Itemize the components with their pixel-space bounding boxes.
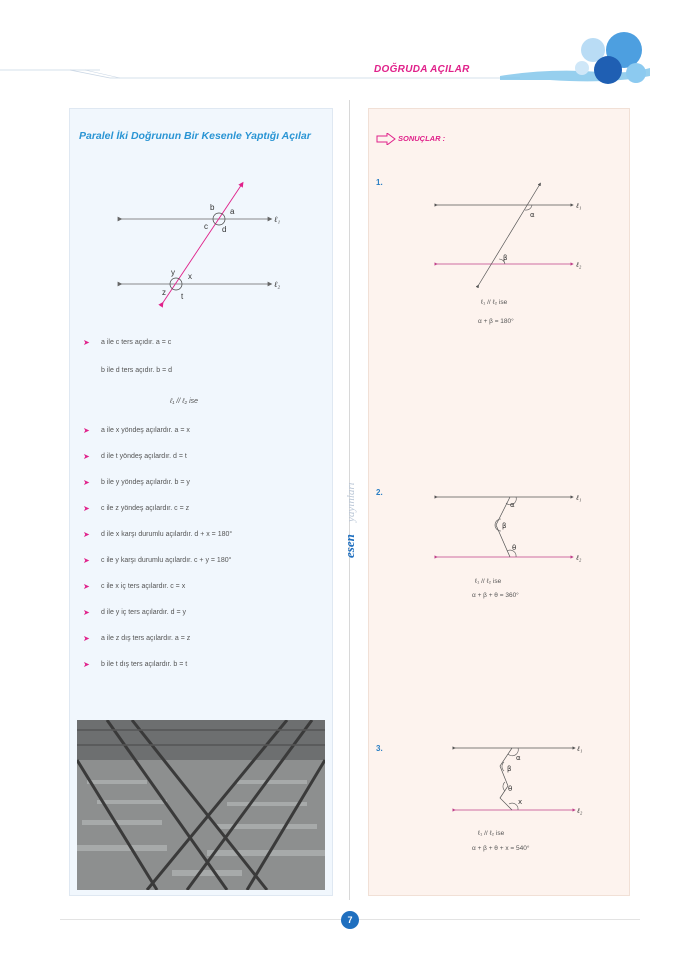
publisher-logo [334,450,364,560]
transversal-diagram [110,178,300,308]
label-d: d [222,225,227,234]
rule-item: ➤ c ile y karşı durumlu açılardır. c + y = 180° [83,556,232,565]
label-t: t [181,292,184,301]
section-title: Paralel İki Doğrunun Bir Kesenle Yaptığı Açılar [79,130,311,142]
rule-item: ➤ b ile y yöndeş açılardır. b = y [83,477,190,487]
svg-text:esen: esen [342,534,357,558]
svg-text:α: α [516,754,521,762]
label-l2: ℓ₂ [274,280,281,289]
svg-text:θ: θ [512,544,517,552]
arrow-bullet-icon: ➤ [83,337,90,347]
rule-item: ➤ c ile x iç ters açılardır. c = x [83,582,186,592]
label-y: y [171,268,175,277]
conclusion-diagram-2 [432,485,592,570]
rule-item: ➤ b ile t dış ters açılardır. b = t [83,660,188,670]
item-condition: ℓ₁ // ℓ₂ ise [478,830,505,837]
rule-item: ➤ a ile x yöndeş açılardır. a = x [83,425,190,435]
arrow-bullet-icon: ➤ [83,503,90,513]
railway-tracks-photo [77,720,325,890]
svg-text:α: α [510,501,515,509]
label-c: c [204,222,208,231]
conclusion-diagram-1 [432,180,592,290]
conclusion-arrow-icon [376,133,396,145]
arrow-bullet-icon: ➤ [83,634,90,644]
arrow-bullet-icon: ➤ [83,582,90,592]
rule-item: b ile d ters açıdır. b = d [101,367,173,374]
rule-item: ➤ d ile x karşı durumlu açılardır. d + x = 180° [83,529,233,539]
item-condition: ℓ₁ // ℓ₂ ise [475,578,502,585]
chapter-title: DOĞRUDA AÇILAR [374,64,470,75]
item-number: 3. [376,744,383,753]
page-number: 7 [341,911,359,929]
svg-text:ℓ₂: ℓ₂ [576,261,582,269]
arrow-bullet-icon: ➤ [83,477,90,487]
arrow-bullet-icon: ➤ [83,425,90,435]
bubbles-decoration-icon [490,28,660,98]
item-formula: α + β + θ + x = 540° [472,845,530,852]
item-formula: α + β + θ = 360° [472,592,519,599]
svg-text:θ: θ [508,785,513,793]
label-z: z [162,288,166,297]
svg-text:β: β [507,765,512,773]
item-condition: ℓ₁ // ℓ₂ ise [481,299,508,306]
svg-text:ℓ₁: ℓ₁ [576,494,582,502]
svg-text:ℓ₁: ℓ₁ [577,745,583,753]
rule-item: ➤ a ile c ters açıdır. a = c [83,337,172,347]
svg-text:ℓ₂: ℓ₂ [576,554,582,562]
svg-text:ℓ₁: ℓ₁ [576,202,582,210]
rule-item: ➤ c ile z yöndeş açılardır. c = z [83,503,190,513]
arrow-bullet-icon: ➤ [83,608,90,618]
label-b: b [210,203,215,212]
arrow-bullet-icon: ➤ [83,556,90,565]
svg-text:yayınları: yayınları [345,482,357,522]
rule-item: ➤ d ile y iç ters açılardır. d = y [83,608,187,618]
svg-text:α: α [530,211,535,219]
label-x: x [188,272,192,281]
arrow-bullet-icon: ➤ [83,660,90,670]
label-l1: ℓ₁ [274,215,281,224]
item-number: 1. [376,178,383,187]
arrow-bullet-icon: ➤ [83,529,90,539]
svg-text:β: β [502,522,507,530]
conclusion-diagram-3 [450,738,590,823]
item-formula: α + β = 180° [478,318,514,325]
rule-item: ➤ a ile z dış ters açılardır. a = z [83,634,191,644]
svg-text:ℓ₂: ℓ₂ [577,807,583,815]
item-number: 2. [376,488,383,497]
svg-text:x: x [518,798,523,806]
arrow-bullet-icon: ➤ [83,451,90,461]
parallel-condition: ℓ₁ // ℓ₂ ise [170,398,199,405]
label-a: a [230,207,235,216]
svg-text:β: β [503,254,508,262]
rule-item: ➤ d ile t yöndeş açılardır. d = t [83,451,187,461]
conclusions-heading: SONUÇLAR : [398,134,446,143]
